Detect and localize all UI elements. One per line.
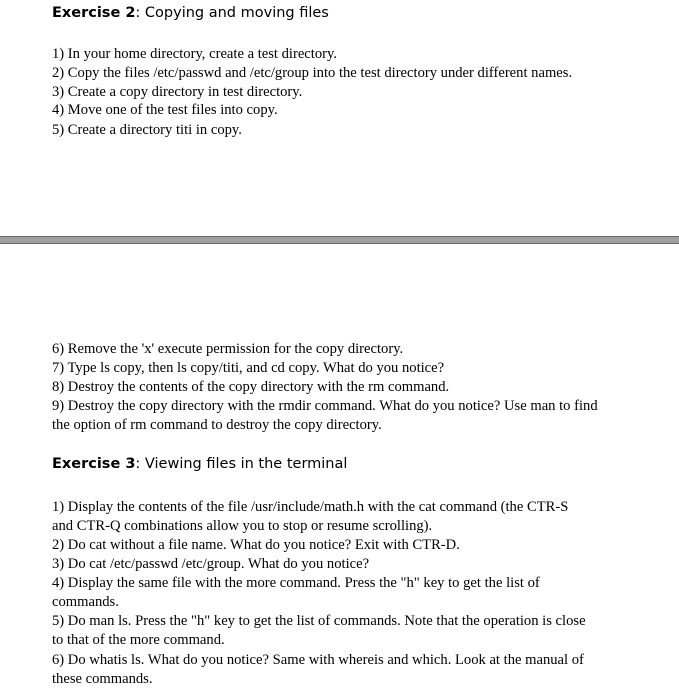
exercise-2-step-4: 4) Move one of the test files into copy. [52, 102, 278, 118]
exercise-3-step-5: 5) Do man ls. Press the "h" key to get the list of commands. Note that the operation is close [52, 613, 586, 629]
exercise-3-label: Exercise 3 [52, 456, 136, 472]
exercise-3-step-1-continued: and CTR-Q combinations allow you to stop or resume scrolling). [52, 518, 433, 534]
page-top-section [0, 0, 679, 236]
exercise-3-step-6: 6) Do whatis ls. What do you notice? Same with whereis and which. Look at the manual of [52, 652, 584, 668]
exercise-2-step-5: 5) Create a directory titi in copy. [52, 122, 242, 138]
exercise-2-label: Exercise 2 [52, 5, 136, 21]
exercise-2-step-9-continued: the option of rm command to destroy the copy directory. [52, 417, 382, 433]
exercise-3-step-5-continued: to that of the more command. [52, 632, 225, 648]
exercise-2-heading [52, 5, 329, 21]
exercise-3-step-4-continued: commands. [52, 594, 119, 610]
exercise-3-step-4: 4) Display the same file with the more command. Press the "h" key to get the list of [52, 575, 540, 591]
exercise-3-step-6-continued: these commands. [52, 671, 153, 687]
exercise-2-step-8: 8) Destroy the contents of the copy directory with the rm command. [52, 379, 450, 395]
exercise-2-step-3: 3) Create a copy directory in test directory. [52, 84, 303, 100]
exercise-3-step-2: 2) Do cat without a file name. What do you notice? Exit with CTR-D. [52, 537, 460, 553]
exercise-2-step-6: 6) Remove the 'x' execute permission for the copy directory. [52, 341, 404, 357]
exercise-3-heading [52, 456, 347, 472]
page-break-separator [0, 236, 679, 244]
exercise-2-step-9: 9) Destroy the copy directory with the rmdir command. What do you notice? Use man to find [52, 398, 598, 414]
exercise-3-title: : Viewing files in the terminal [135, 456, 348, 472]
page-bottom-section [0, 244, 679, 698]
exercise-2-step-2: 2) Copy the files /etc/passwd and /etc/group into the test directory under different names. [52, 65, 573, 81]
exercise-2-step-7: 7) Type ls copy, then ls copy/titi, and cd copy. What do you notice? [52, 360, 445, 376]
exercise-2-step-1: 1) In your home directory, create a test directory. [52, 46, 337, 62]
exercise-3-step-1: 1) Display the contents of the file /usr/include/math.h with the cat command (the CTR-S [52, 499, 569, 515]
exercise-3-step-3: 3) Do cat /etc/passwd /etc/group. What do you notice? [52, 556, 370, 572]
exercise-2-title: : Copying and moving files [135, 5, 329, 21]
